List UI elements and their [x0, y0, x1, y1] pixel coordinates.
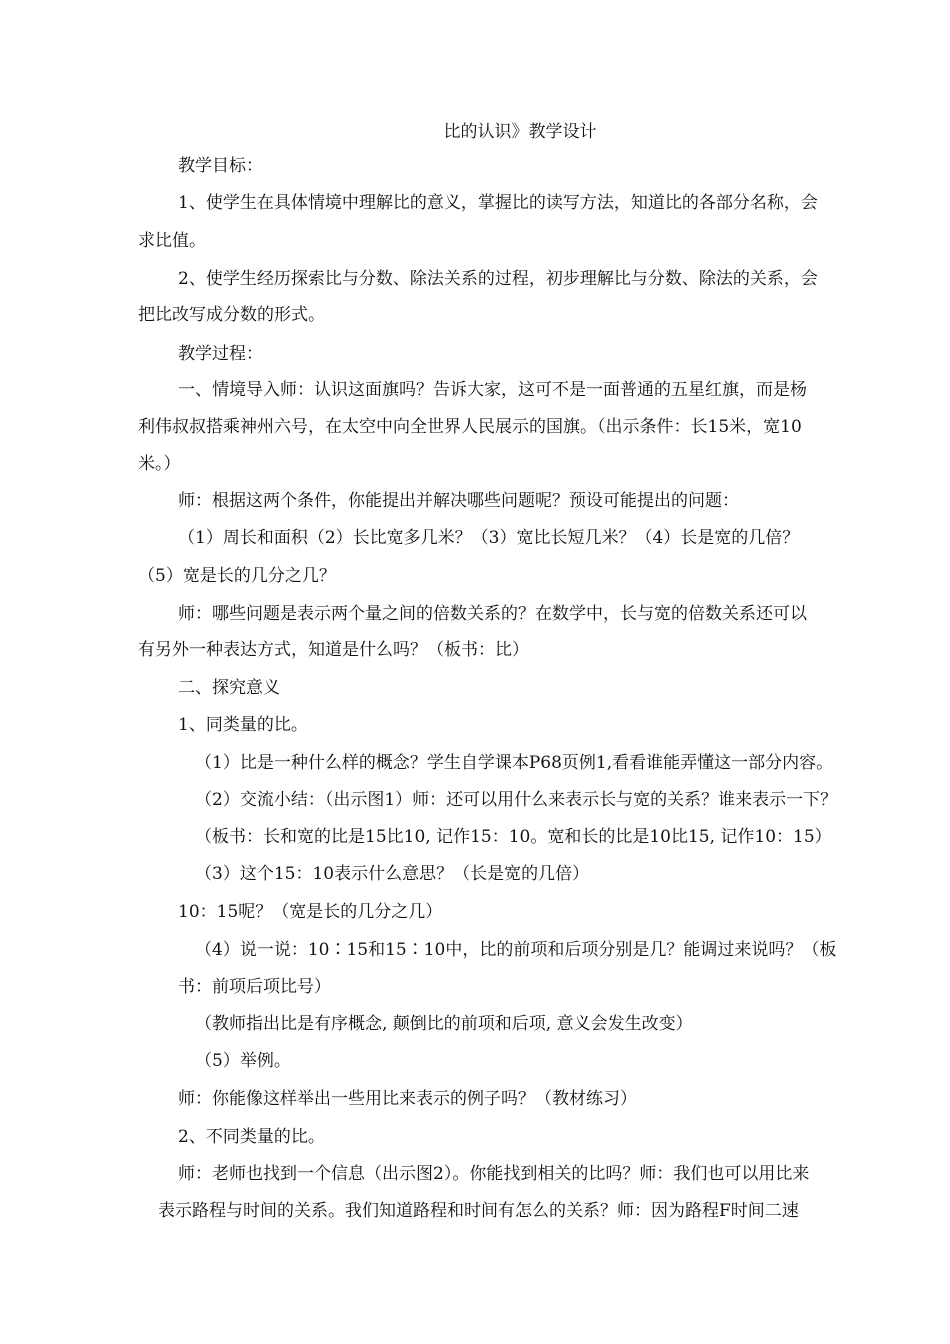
text-line: 米。）	[138, 454, 181, 474]
subsection-heading: 2、不同类量的比。	[178, 1127, 325, 1147]
text-line: （5）宽是长的几分之几？	[138, 566, 336, 586]
text-line: 教学目标：	[178, 156, 263, 176]
text-line: 师：哪些问题是表示两个量之间的倍数关系的？在数学中，长与宽的倍数关系还可以	[178, 604, 807, 624]
text-line: （1）周长和面积（2）长比宽多几米？（3）宽比长短几米？（4）长是宽的几倍？	[178, 528, 800, 548]
text-line: 2、使学生经历探索比与分数、除法关系的过程，初步理解比与分数、除法的关系，会	[178, 269, 818, 289]
text-line: 书：前项后项比号）	[178, 977, 331, 997]
text-line: （教师指出比是有序概念, 颠倒比的前项和后项, 意义会发生改变）	[195, 1014, 693, 1034]
text-line: 师：老师也找到一个信息（出示图2）。你能找到相关的比吗？师：我们也可以用比来	[178, 1164, 810, 1184]
text-line: 师：根据这两个条件，你能提出并解决哪些问题呢？预设可能提出的问题：	[178, 491, 739, 511]
section-heading: 二、探究意义	[178, 678, 280, 698]
document-title: 比的认识》教学设计	[443, 122, 597, 142]
text-line: （2）交流小结：（出示图1）师：还可以用什么来表示长与宽的关系？谁来表示一下？	[195, 790, 838, 810]
text-line: 利伟叔叔搭乘神州六号，在太空中向全世界人民展示的国旗。（出示条件：长15米，宽10	[138, 417, 802, 437]
text-line: 1、使学生在具体情境中理解比的意义，掌握比的读写方法，知道比的各部分名称，会	[178, 193, 818, 213]
text-line: （4）说一说：10∶15和15∶10中，比的前项和后项分别是几？能调过来说吗？（板	[195, 940, 837, 960]
text-line: （1）比是一种什么样的概念？学生自学课本P68页例1,看看谁能弄懂这一部分内容。	[195, 753, 834, 773]
text-line: 一、情境导入师：认识这面旗吗？告诉大家，这可不是一面普通的五星红旗，而是杨	[178, 380, 807, 400]
text-line: 教学过程：	[178, 344, 263, 364]
text-line: 求比值。	[138, 231, 206, 251]
text-line: 把比改写成分数的形式。	[138, 305, 325, 325]
text-line: 师：你能像这样举出一些用比来表示的例子吗？（教材练习）	[178, 1089, 637, 1109]
text-line: （3）这个15：10表示什么意思？（长是宽的几倍）	[195, 864, 590, 884]
text-line: 有另外一种表达方式，知道是什么吗？（板书：比）	[138, 640, 529, 660]
subsection-heading: 1、同类量的比。	[178, 715, 308, 735]
text-line: （板书：长和宽的比是15比10, 记作15：10。宽和长的比是10比15, 记作10：15）	[195, 827, 832, 847]
text-line: 10：15呢？（宽是长的几分之几）	[178, 902, 443, 922]
text-line: 表示路程与时间的关系。我们知道路程和时间有怎么的关系？师：因为路程F时间二速	[158, 1201, 799, 1221]
text-line: （5）举例。	[195, 1051, 291, 1071]
